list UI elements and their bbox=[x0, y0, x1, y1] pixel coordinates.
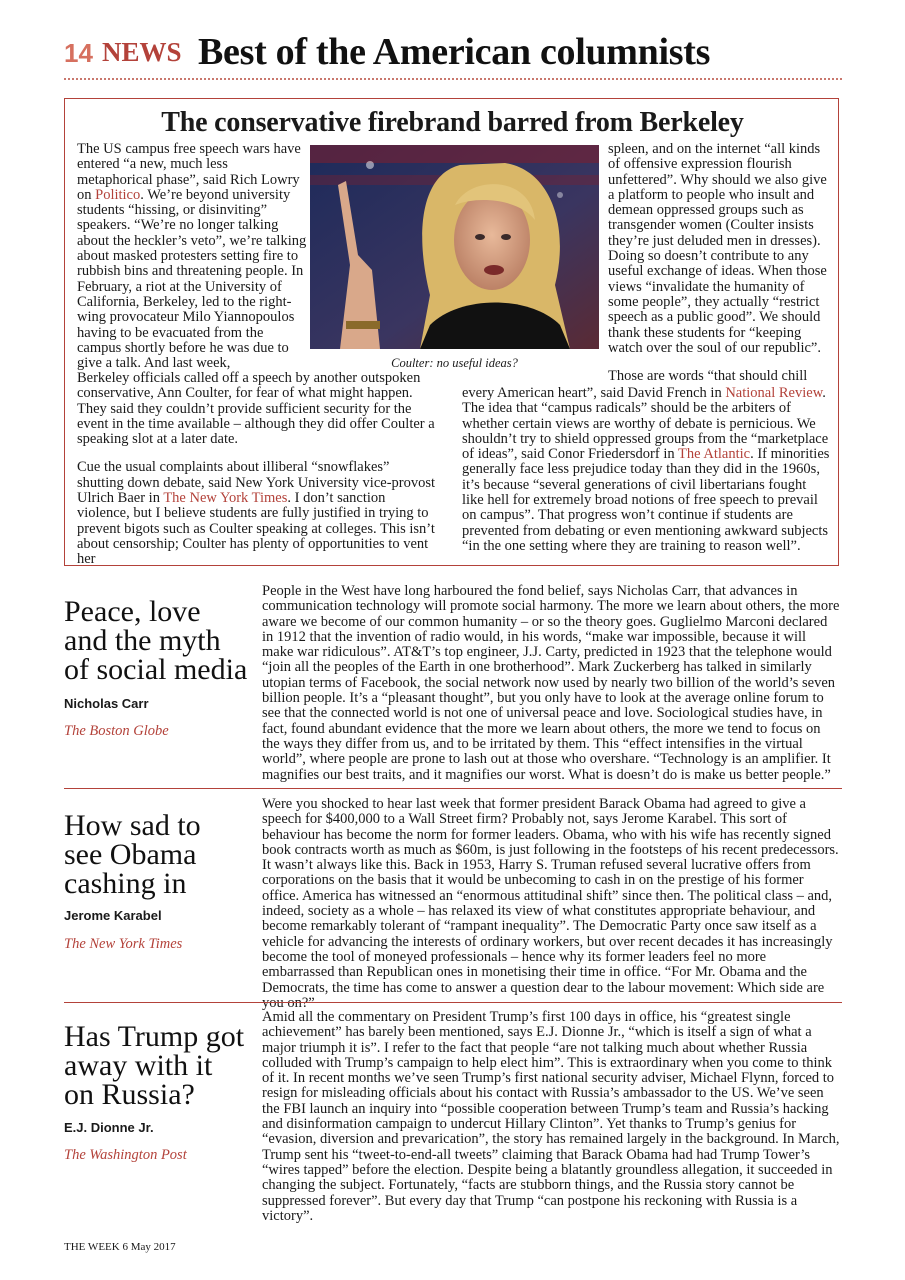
article-body: Amid all the commentary on President Trump’s first 100 days in office, his “greatest single achievement” has barely been mentioned, says E.J. Dionne Jr., “which is itself a sign of what a major triumph it is”. I refer to the fact that people “are not talking much about whether Russia colluded with Trump’s campaign to help elect him”. This is extraordinary when you come to think of it. In recent months we’ve seen Trump’s first national security adviser, Michael Flynn, forced to resign for misleading officials about his contact with Russia’s ambassador to the US. We’ve seen the FBI launch an inquiry into “possible cooperation between Trump’s team and Russia’s hacking and disinformation campaign to undercut Hillary Clinton”. Yet thanks to Trump’s genius for “evasion, diversion and prevarication”, the story has remained largely in the background. In March, Trump sent his “tweet-to-end-all tweets” claiming that Barack Obama had had Trump Tower’s “wires tapped” before the election. Despite being a blatantly groundless allegation, it succeeded in changing the subject. Fortunately, “facts are stubborn things, and the Russia story cannot be suppressed forever”. But every day that Trump “can postpone his reckoning with Russia is a victory”. bbox=[262, 1009, 840, 1224]
feature-text: . The idea that “campus radicals” should be the arbiters of whether certain views are worthy of debate is pernicious. We shouldn’t try to shield oppressed groups from the “marketplace of ideas”, said Conor Friedersdorf in bbox=[462, 385, 829, 463]
page-footer: THE WEEK 6 May 2017 bbox=[64, 1241, 176, 1253]
feature-text: Those are words “that should chill bbox=[608, 368, 808, 385]
article-source: The Washington Post bbox=[64, 1147, 187, 1163]
feature-headline: The conservative firebrand barred from Berkeley bbox=[161, 107, 744, 138]
feature-column-right-bottom bbox=[462, 386, 830, 554]
page-header bbox=[64, 28, 842, 80]
coulter-photo bbox=[310, 145, 599, 349]
feature-text: every American heart”, said David French in bbox=[462, 385, 726, 401]
article-body: Were you shocked to hear last week that former president Barack Obama had agreed to give a speech for $400,000 to a Wall Street firm? Probably not, says Jerome Karabel. This sort of behaviour has become the norm for former leaders. Obama, who with his wife has recently signed book contracts worth as much as $60m, is just following in the footsteps of his recent predecessors. It wasn’t always like this. Back in 1953, Harry S. Truman refused several lucrative offers from corporations on the basis that it would be unbecoming to cash in on the prestige of his former office. America has witnessed an “enormous attitudinal shift” since then. The political class – and, indeed, society as a whole – has relaxed its view of what constitutes appropriate behaviour, and become remarkably tolerant of “rampant inequality”. The Democratic Party once saw itself as a vehicle for advancing the interests of ordinary workers, but over recent decades it has increasingly become the tool of moneyed professionals – hence why its former leaders feel no more embarrassed than Republican ones in monetising their time in office. “For Mr. Obama and the Democrats, the time has come to answer a question dear to the labour movement: Which side are you on?” bbox=[262, 796, 839, 1011]
divider bbox=[64, 788, 842, 789]
article-body: People in the West have long harboured the fond belief, says Nicholas Carr, that advances in communication technology will promote social harmony. The more we learn about others, the more aware we become of our common humanity – or so the theory goes. Guglielmo Marconi declared in 1912 that the invention of radio would, in his words, “make war impossible, because it will make war ridiculous”. AT&T’s top engineer, J.J. Carty, predicted in 1923 that the telephone would “join all the peoples of the Earth in one brotherhood”. Mark Zuckerberg has talked in similarly utopian terms of Facebook, the social network now used by nearly two billion of the world’s seven billion people. It’s a “pleasant thought”, but you only have to look at the average online forum to see that the connected world is not one of universal peace and love. Sociological studies have, in fact, found abundant evidence that the more we learn about others, the more we tend to focus on the ways they differ from us, and to be irritated by them. This “effect intensifies in the virtual world”, where people are prone to lash out at those who overshare. “Technology is an amplifier. It magnifies our best traits, and it magnifies our worst. What is doesn’t do is make us better people.” bbox=[262, 583, 840, 783]
feature-text: . If minorities generally face less prejudice today than they did in the 1960s, it’s because “several generations of civil libertarians fought like hell for extremely broad notions of free speech to prevail on campus”. That progress won’t continue if students are prevented from debating or even mentioning awkward subjects “in the one setting where they are training to reason well”. bbox=[462, 446, 830, 554]
article-source: The New York Times bbox=[64, 936, 183, 952]
page-number: 14 bbox=[64, 38, 93, 68]
source-nyt: The New York Times bbox=[163, 490, 288, 507]
divider bbox=[64, 1002, 842, 1003]
article-source: The Boston Globe bbox=[64, 723, 169, 739]
feature-column-left-top bbox=[77, 142, 307, 371]
article-title: Peace, love and the myth of social media bbox=[64, 595, 248, 686]
feature-text: Berkeley officials called off a speech by another outspoken conservative, Ann Coulter, for fear of what might happen. They said they couldn’t provide sufficient security for the event in the time available – although they did offer Coulter a speaking slot at a later date. bbox=[77, 370, 435, 448]
feature-text: Cue the usual complaints about illiberal “snowflakes” shutting down debate, said New York University vice-provost Ulrich Baer in bbox=[77, 459, 436, 507]
article-author: Nicholas Carr bbox=[64, 696, 149, 711]
feature-text: The US campus free speech wars have entered “a new, much less metaphorical phase”, said Rich Lowry on bbox=[77, 141, 301, 203]
source-politico: Politico bbox=[95, 186, 141, 203]
source-national-review: National Review bbox=[725, 385, 823, 401]
source-the-atlantic: The Atlantic bbox=[677, 446, 751, 463]
page-title: Best of the American columnists bbox=[198, 31, 711, 73]
feature-column-left-bottom bbox=[77, 371, 439, 581]
feature-text: . I don’t sanction violence, but I believe students are fully justified in trying to prevent bigots such as Coulter speaking at colleges. This isn’t about censorship; Coulter has plenty of opportunities to vent her bbox=[77, 490, 435, 568]
feature-column-right-top bbox=[608, 142, 830, 397]
feature-text: . We’re beyond university students “hissing, or disinviting” speakers. “We’re no longer talking about the heckler’s veto”, we’re talking about masked protesters setting fire to rubbish bins and threatening people. In February, a riot at the University of California, Berkeley, led to the right-wing provocateur Milo Yiannopoulos having to be evacuated from the campus shortly before he was due to give a talk. And last week, bbox=[77, 186, 307, 372]
section-label: NEWS bbox=[102, 37, 182, 67]
photo-caption: Coulter: no useful ideas? bbox=[391, 356, 518, 370]
feature-paragraph-2 bbox=[77, 460, 439, 567]
article-title: Has Trump got away with it on Russia? bbox=[64, 1020, 245, 1111]
photo-illustration bbox=[310, 145, 599, 349]
feature-text: spleen, and on the internet “all kinds of offensive expression flourish unfettered”. Why should we also give a platform to people who insult and demean oppressed groups such as transgender women (Coulter insists they’re just deluded men in dresses). Doing so doesn’t contribute to any useful exchange of ideas. When those views “invalidate the humanity of some people”, they actually “restrict speech as a public good”. We should thank these students for “keeping watch over the soul of our republic”. bbox=[608, 141, 827, 356]
article-title: How sad to see Obama cashing in bbox=[64, 809, 201, 900]
article-author: Jerome Karabel bbox=[64, 908, 162, 923]
article-author: E.J. Dionne Jr. bbox=[64, 1120, 154, 1135]
